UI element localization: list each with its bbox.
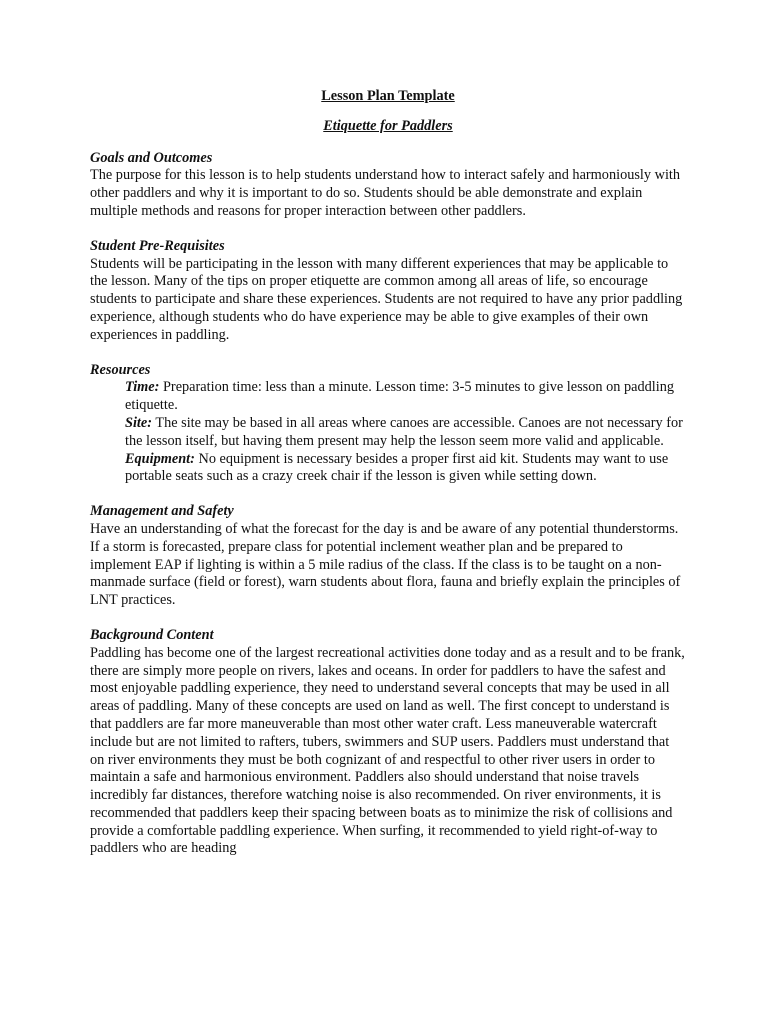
section-heading-management: Management and Safety	[90, 503, 234, 520]
section-resources	[90, 362, 686, 487]
resource-time-label: Time:	[125, 379, 160, 396]
section-heading-resources: Resources	[90, 361, 151, 378]
resource-equipment-label: Equipment:	[125, 450, 195, 467]
management-paragraph: Have an understanding of what the forecast for the day is and be aware of any potential thunderstorms. If a storm is forecasted, prepare class for potential inclement weather plan and be prepared to implement EAP if lighting is within a 5 mile radius of the class. If the class is to be taught on a non-manmade surface (field or forest), warn students about flora, fauna and briefly explain the principles of LNT practices.	[90, 520, 681, 609]
resource-site-text: The site may be based in all areas where canoes are accessible. Canoes are not necessary for the lesson itself, but having them present may help the lesson seem more valid and applicable.	[125, 414, 683, 449]
document-page	[90, 88, 686, 875]
resource-equipment	[125, 451, 686, 487]
resource-time-text: Preparation time: less than a minute. Lesson time: 3-5 minutes to give lesson on paddling etiquette.	[125, 379, 675, 414]
document-subtitle: Etiquette for Paddlers	[323, 117, 453, 134]
resource-time	[125, 379, 686, 415]
section-management	[90, 503, 686, 610]
section-goals	[90, 150, 686, 221]
goals-paragraph: The purpose for this lesson is to help students understand how to interact safely and harmoniously with other paddlers and why it is important to do so. Students should be able demonstrate and explain multiple methods and reasons for proper interaction between other paddlers.	[90, 167, 681, 219]
document-title: Lesson Plan Template	[321, 88, 455, 104]
section-heading-prereqs: Student Pre-Requisites	[90, 237, 225, 254]
resource-site	[125, 415, 686, 451]
prereqs-paragraph: Students will be participating in the lesson with many different experiences that may be applicable to the lesson. Many of the tips on proper etiquette are common among all areas of life, so encourage students to participate and share these experiences. Students are not required to have any prior paddling experience, although students who do have experience may be able to give examples of their own experiences in paddling.	[90, 255, 683, 343]
section-background	[90, 627, 686, 858]
resource-equipment-text: No equipment is necessary besides a proper first aid kit. Students may want to use portable seats such as a crazy creek chair if the lesson is given while setting down.	[125, 450, 669, 485]
resource-site-label: Site:	[125, 414, 153, 431]
background-paragraph: Paddling has become one of the largest recreational activities done today and as a result and to be frank, there are simply more people on rivers, lakes and oceans. In order for paddlers to have the safest and most enjoyable paddling experience, they need to understand several concepts that may be used in all areas of paddling. Many of these concepts are used on land as well. The first concept to understand is that paddlers are far more maneuverable than most other water craft. Less maneuverable watercraft include but are not limited to rafters, tubers, swimmers and SUP users. Paddlers must understand that on river environments they must be both cognizant of and respectful to other river users in order to maintain a safe and harmonious environment. Paddlers also should understand that noise travels incredibly far distances, therefore watching noise is also recommended. On river environments, it is recommended that paddlers keep their spacing between boats as to minimize the risk of collisions and provide a comfortable paddling experience. When surfing, it recommended to yield right-of-way to paddlers who are heading	[90, 644, 685, 857]
section-heading-background: Background Content	[90, 626, 214, 643]
section-heading-goals: Goals and Outcomes	[90, 149, 213, 166]
section-prereqs	[90, 238, 686, 345]
